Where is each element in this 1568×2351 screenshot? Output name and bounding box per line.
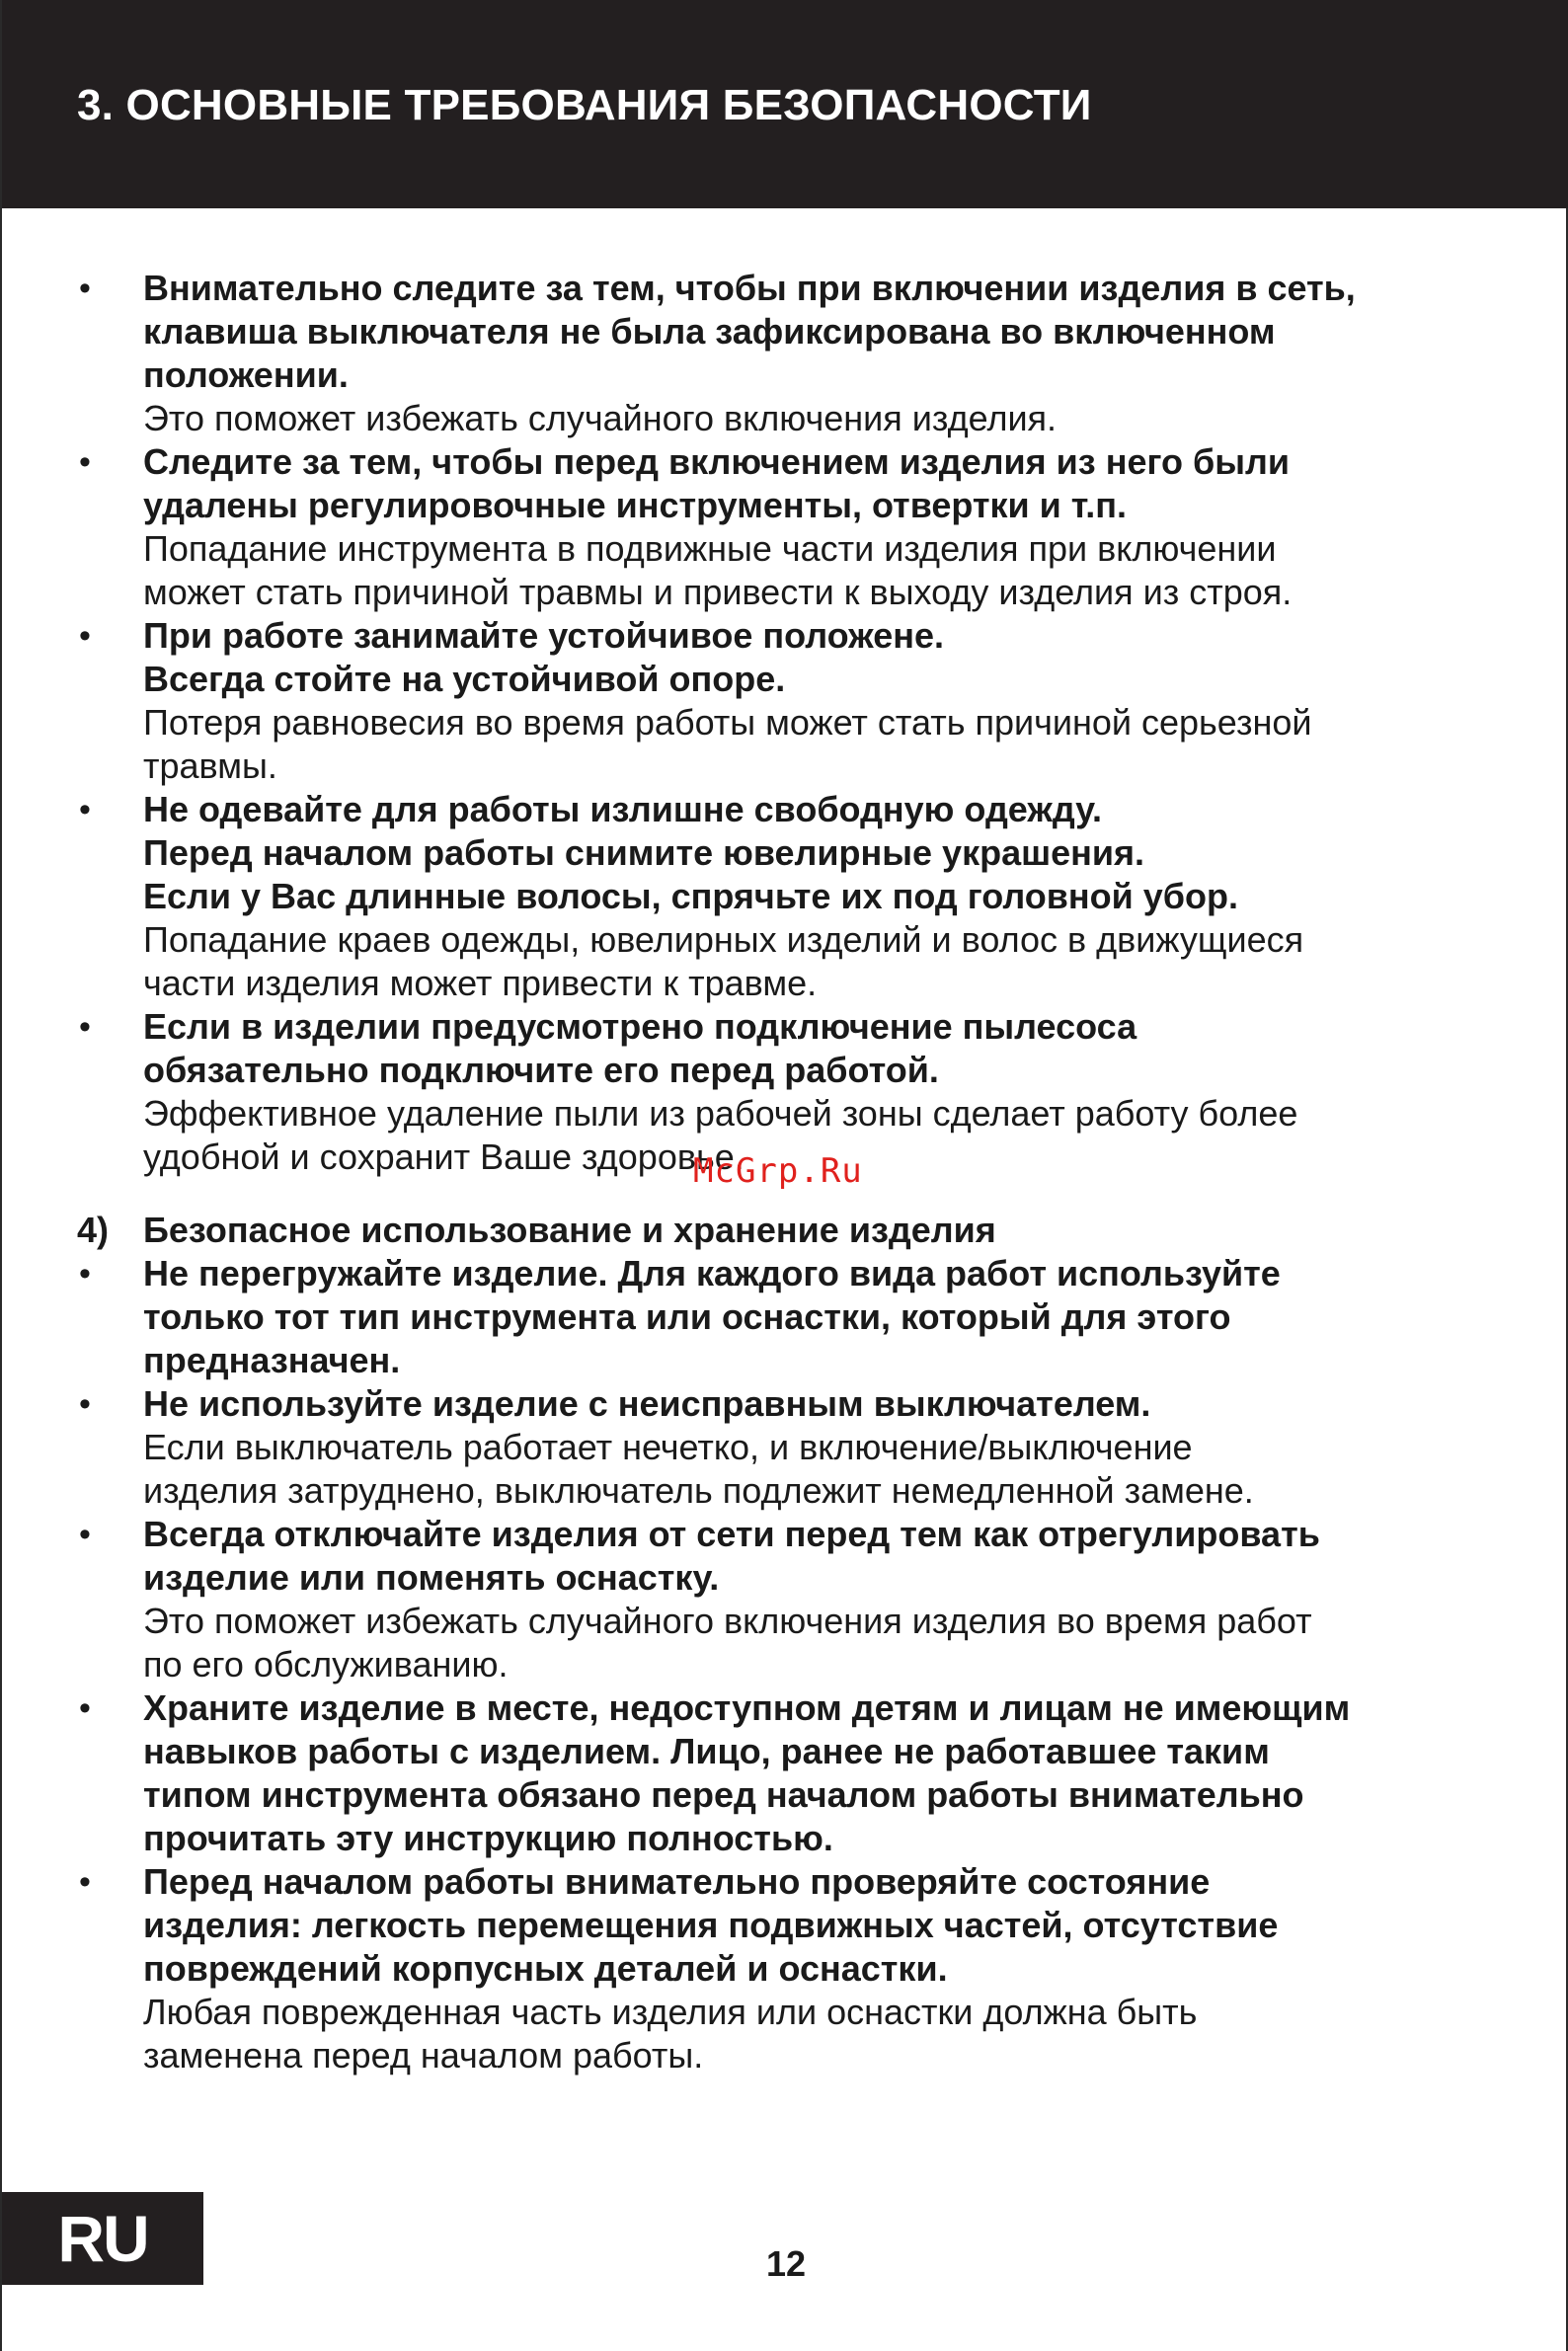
safety-item: [2, 1252, 1568, 1382]
safety-item-warning-line: [2, 267, 1568, 310]
safety-item-warning-line: [2, 1295, 1568, 1339]
page-number: 12: [766, 2243, 807, 2284]
safety-item-warning-line: [2, 1860, 1568, 1904]
safety-item-explanation-line: Любая поврежденная часть изделия или оснастки должна быть: [143, 1992, 1198, 2032]
safety-item-explanation-line: удобной и сохранит Ваше здоровье.: [143, 1136, 745, 1177]
warning-text: изделия: легкость перемещения подвижных частей, отсутствие: [143, 1905, 1279, 1945]
safety-item-explanation-line: по его обслуживанию.: [143, 1644, 509, 1685]
safety-item-explanation-line: Попадание инструмента в подвижные части изделия при включении: [143, 528, 1277, 569]
safety-item: [2, 267, 1568, 440]
bullet-marker: •: [79, 617, 91, 655]
warning-text: Всегда отключайте изделия от сети перед тем как отрегулировать: [143, 1514, 1320, 1554]
warning-text: удалены регулировочные инструменты, отвертки и т.п.: [143, 485, 1128, 525]
warning-text: повреждений корпусных деталей и оснастки.: [143, 1948, 948, 1989]
safety-item-warning-line: [2, 440, 1568, 484]
safety-item-warning-line: [2, 1556, 1568, 1600]
warning-text: только тот тип инструмента или оснастки, который для этого: [143, 1296, 1231, 1337]
bullet-marker: •: [79, 1008, 91, 1046]
safety-item: [2, 1686, 1568, 1860]
warning-text: При работе занимайте устойчивое положене.: [143, 615, 944, 656]
safety-item-explanation-line: Потеря равновесия во время работы может стать причиной серьезной: [143, 702, 1312, 743]
warning-text: Не используйте изделие с неисправным выключателем.: [143, 1383, 1151, 1424]
safety-item-warning-line: [2, 1904, 1568, 1947]
subsection-heading: [2, 1209, 1568, 1252]
safety-item-explanation-line: Попадание краев одежды, ювелирных изделий и волос в движущиеся: [143, 919, 1304, 960]
bullet-marker: •: [79, 1689, 91, 1727]
safety-item-warning-line: [2, 1005, 1568, 1049]
safety-item-explanation-line: Это поможет избежать случайного включения изделия во время работ: [143, 1601, 1312, 1641]
subsection-number: 4): [77, 1210, 110, 1250]
safety-item-warning-line: [2, 1947, 1568, 1991]
safety-item-warning-line: [2, 788, 1568, 831]
safety-item: [2, 440, 1568, 614]
safety-item: [2, 1860, 1568, 2077]
safety-item-explanation-line: травмы.: [143, 745, 277, 786]
safety-item-warning-line: [2, 1382, 1568, 1426]
subsection-title: Безопасное использование и хранение изделия: [143, 1210, 996, 1250]
warning-text: Храните изделие в месте, недоступном детям и лицам не имеющим: [143, 1687, 1351, 1728]
warning-text: клавиша выключателя не была зафиксирована во включенном: [143, 311, 1276, 352]
safety-item-explanation-line: Эффективное удаление пыли из рабочей зоны сделает работу более: [143, 1093, 1298, 1134]
warning-text: изделие или поменять оснастку.: [143, 1557, 720, 1598]
warning-text: навыков работы с изделием. Лицо, ранее не работавшее таким: [143, 1731, 1270, 1771]
safety-item-warning-line: [2, 1252, 1568, 1295]
bullet-marker: •: [79, 1863, 91, 1901]
bullet-marker: •: [79, 1255, 91, 1293]
warning-text: прочитать эту инструкцию полностью.: [143, 1818, 833, 1858]
safety-item-warning-line: [2, 1730, 1568, 1773]
safety-item-warning-line: [2, 614, 1568, 658]
safety-item-warning-line: [2, 875, 1568, 918]
safety-item: [2, 1382, 1568, 1513]
warning-text: Следите за тем, чтобы перед включением изделия из него были: [143, 441, 1290, 482]
safety-item: [2, 614, 1568, 788]
warning-text: Перед началом работы снимите ювелирные украшения.: [143, 832, 1145, 873]
warning-text: Не перегружайте изделие. Для каждого вида работ используйте: [143, 1253, 1281, 1293]
safety-item-explanation-line: заменена перед началом работы.: [143, 2035, 704, 2076]
bullet-marker: •: [79, 1516, 91, 1553]
safety-item-warning-line: [2, 831, 1568, 875]
safety-item: [2, 1513, 1568, 1686]
bullet-marker: •: [79, 443, 91, 481]
warning-text: предназначен.: [143, 1340, 401, 1380]
safety-item-warning-line: [2, 1339, 1568, 1382]
safety-item-explanation-line: Это поможет избежать случайного включения изделия.: [143, 398, 1058, 438]
bullet-marker: •: [79, 270, 91, 307]
safety-list-usage: [2, 1252, 1568, 2077]
safety-item-warning-line: [2, 1513, 1568, 1556]
warning-text: обязательно подключите его перед работой.: [143, 1050, 939, 1090]
safety-item-warning-line: [2, 310, 1568, 353]
warning-text: Перед началом работы внимательно проверяйте состояние: [143, 1861, 1211, 1902]
safety-item-warning-line: [2, 1049, 1568, 1092]
language-badge: RU: [2, 2192, 203, 2285]
safety-item-explanation-line: части изделия может привести к травме.: [143, 963, 818, 1003]
safety-item-warning-line: [2, 1773, 1568, 1817]
warning-text: Всегда стойте на устойчивой опоре.: [143, 659, 786, 699]
warning-text: положении.: [143, 354, 349, 395]
safety-item: [2, 788, 1568, 1005]
safety-item-explanation-line: может стать причиной травмы и привести к выходу изделия из строя.: [143, 572, 1293, 612]
safety-item-warning-line: [2, 1686, 1568, 1730]
bullet-marker: •: [79, 791, 91, 828]
safety-list-general: [2, 267, 1568, 1179]
safety-item-warning-line: [2, 1817, 1568, 1860]
watermark-text: McGrp.Ru: [693, 1151, 863, 1191]
safety-item-warning-line: [2, 658, 1568, 701]
warning-text: Если у Вас длинные волосы, спрячьте их под головной убор.: [143, 876, 1238, 916]
safety-item-warning-line: [2, 353, 1568, 397]
section-header-bar: [2, 0, 1568, 208]
warning-text: типом инструмента обязано перед началом работы внимательно: [143, 1774, 1304, 1815]
warning-text: Не одевайте для работы излишне свободную одежду.: [143, 789, 1103, 829]
warning-text: Если в изделии предусмотрено подключение пылесоса: [143, 1006, 1137, 1047]
safety-item-explanation-line: Если выключатель работает нечетко, и включение/выключение: [143, 1427, 1193, 1467]
safety-item-warning-line: [2, 484, 1568, 527]
warning-text: Внимательно следите за тем, чтобы при включении изделия в сеть,: [143, 268, 1356, 308]
safety-item-explanation-line: изделия затруднено, выключатель подлежит немедленной замене.: [143, 1470, 1254, 1511]
bullet-marker: •: [79, 1385, 91, 1423]
section-title: 3. ОСНОВНЫЕ ТРЕБОВАНИЯ БЕЗОПАСНОСТИ: [77, 81, 1092, 129]
